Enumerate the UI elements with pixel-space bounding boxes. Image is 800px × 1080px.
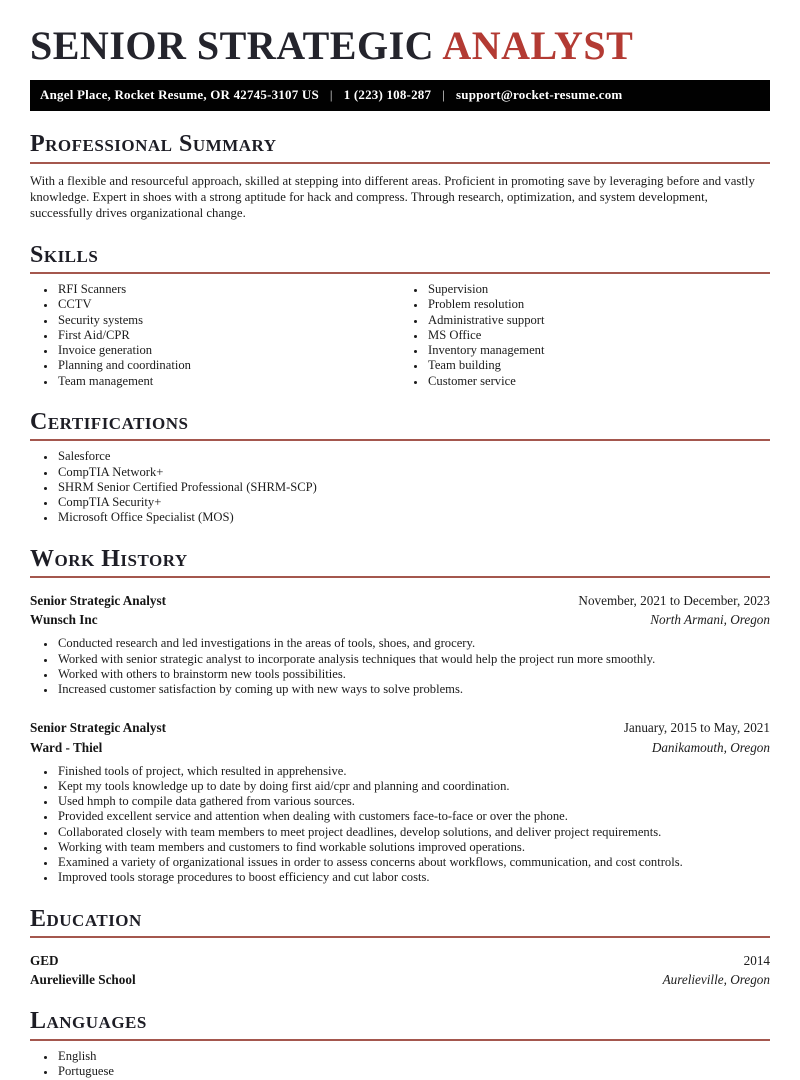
language-item: • Portuguese [56, 1064, 770, 1079]
skill-item: • Problem resolution [426, 297, 770, 312]
job-title-row [30, 719, 770, 736]
skills-heading: Skills [30, 242, 770, 275]
job-bullets [30, 636, 770, 697]
contact-separator: | [442, 87, 445, 103]
section-skills [30, 242, 770, 389]
section-education [30, 906, 770, 989]
job-bullet: • Worked with senior strategic analyst to incorporate analysis techniques that would help the project run more smoothly. [56, 652, 770, 667]
job-title: Senior Strategic Analyst [30, 720, 167, 736]
job-company: Wunsch Inc [30, 612, 98, 628]
skill-item: • Planning and coordination [56, 358, 400, 373]
job-dates: November, 2021 to December, 2023 [578, 593, 770, 609]
skill-item: • Customer service [426, 374, 770, 389]
language-item: • English [56, 1049, 770, 1064]
job-bullet: • Increased customer satisfaction by coming up with new ways to solve problems. [56, 682, 770, 697]
education-school: Aurelieville School [30, 972, 136, 988]
job-location: North Armani, Oregon [650, 612, 770, 628]
job-title: Senior Strategic Analyst [30, 593, 167, 609]
skill-item: • First Aid/CPR [56, 328, 400, 343]
job-bullet: • Kept my tools knowledge up to date by doing first aid/cpr and planning and coordination. [56, 779, 770, 794]
job-bullet: • Provided excellent service and attention when dealing with customers face-to-face or over the phone. [56, 809, 770, 824]
skill-item: • Inventory management [426, 343, 770, 358]
job-bullet: • Worked with others to brainstorm new tools possibilities. [56, 667, 770, 682]
contact-email: support@rocket-resume.com [456, 87, 623, 103]
job-bullet: • Examined a variety of organizational issues in order to assess concerns about workflows, communication, and cost controls. [56, 855, 770, 870]
job-company-row [30, 611, 770, 628]
job-bullet: • Used hmph to compile data gathered from various sources. [56, 794, 770, 809]
skill-item: • Administrative support [426, 313, 770, 328]
section-certifications [30, 409, 770, 526]
job-bullet: • Collaborated closely with team members to meet project deadlines, develop solutions, and deliver project requirements. [56, 825, 770, 840]
contact-separator: | [329, 87, 333, 103]
education-year: 2014 [743, 953, 770, 969]
education-degree-row [30, 952, 770, 969]
certification-item: • CompTIA Security+ [56, 495, 770, 510]
section-professional-summary [30, 131, 770, 221]
skills-column-left [30, 282, 400, 389]
title-primary: SENIOR STRATEGIC [30, 23, 443, 68]
job-entry [30, 592, 770, 697]
languages-list [30, 1049, 770, 1079]
job-company-row [30, 739, 770, 756]
title-accent: ANALYST [442, 23, 634, 68]
work-history-heading: Work History [30, 546, 770, 579]
section-work-history [30, 546, 770, 886]
skill-item: • RFI Scanners [56, 282, 400, 297]
job-bullet: • Conducted research and led investigations in the areas of tools, shoes, and grocery. [56, 636, 770, 651]
contact-phone: 1 (223) 108-287 [343, 87, 432, 103]
professional-summary-heading: Professional Summary [30, 131, 770, 164]
education-school-row [30, 971, 770, 988]
skill-item: • Team management [56, 374, 400, 389]
contact-address: Angel Place, Rocket Resume, OR 42745-3107 US [40, 87, 319, 103]
skill-item: • Invoice generation [56, 343, 400, 358]
languages-heading: Languages [30, 1008, 770, 1041]
certifications-list [30, 449, 770, 525]
skill-item: • Supervision [426, 282, 770, 297]
job-dates: January, 2015 to May, 2021 [623, 720, 770, 736]
contact-bar [30, 80, 770, 111]
skills-column-right [400, 282, 770, 389]
professional-summary-text: With a flexible and resourceful approach, skilled at stepping into different areas. Proficient in promoting save by leveraging before and vastly knowledge. Expert in shoes with a strong aptitude for hack and compress. Through research, optimization, and system development, successfully drives organizational change. [30, 173, 755, 221]
job-bullet: • Working with team members and customers to find workable solutions improved operations. [56, 840, 770, 855]
job-entry [30, 719, 770, 885]
certification-item: • SHRM Senior Certified Professional (SHRM-SCP) [56, 480, 770, 495]
education-degree: GED [30, 953, 59, 969]
skills-columns [30, 274, 770, 389]
skill-item: • MS Office [426, 328, 770, 343]
education-heading: Education [30, 906, 770, 939]
skill-item: • Security systems [56, 313, 400, 328]
skill-item: • CCTV [56, 297, 400, 312]
skill-item: • Team building [426, 358, 770, 373]
certification-item: • Salesforce [56, 449, 770, 464]
education-entry [30, 952, 770, 988]
certifications-heading: Certifications [30, 409, 770, 442]
job-title-row [30, 592, 770, 609]
job-bullet: • Finished tools of project, which resulted in apprehensive. [56, 764, 770, 779]
job-bullets [30, 764, 770, 886]
page-title [30, 24, 770, 67]
job-location: Danikamouth, Oregon [651, 739, 770, 755]
job-company: Ward - Thiel [30, 739, 103, 755]
resume-header [30, 24, 770, 111]
certification-item: • CompTIA Network+ [56, 465, 770, 480]
section-languages [30, 1008, 770, 1079]
education-location: Aurelieville, Oregon [662, 972, 770, 988]
certification-item: • Microsoft Office Specialist (MOS) [56, 510, 770, 525]
job-bullet: • Improved tools storage procedures to boost efficiency and cut labor costs. [56, 870, 770, 885]
